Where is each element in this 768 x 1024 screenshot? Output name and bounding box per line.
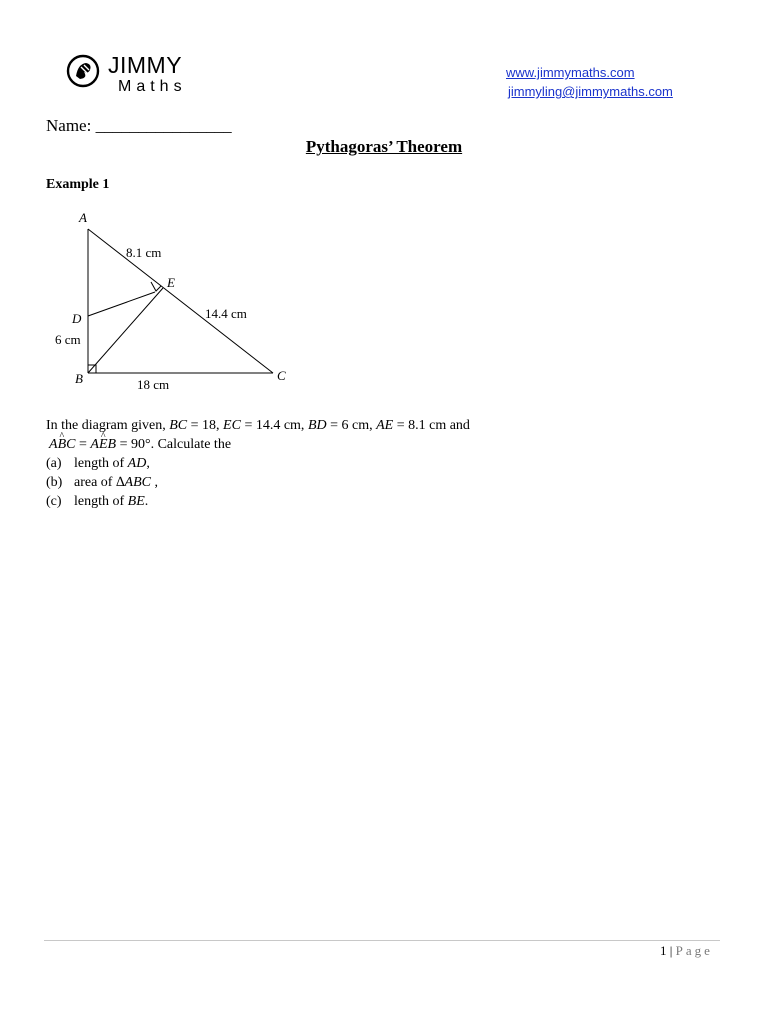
part-tag: (b) [46,475,63,490]
right-angle-marker-e [151,282,161,291]
worksheet-title: Pythagoras’ Theorem [305,137,463,156]
problem-statement [46,416,470,511]
angle-value: = 90° [116,437,151,452]
value-bc: = 18, [187,418,224,433]
part-text: length of [74,456,128,471]
point-label-a: A [79,210,87,225]
angle-aeb-b: B [107,437,117,452]
value-ae: = 8.1 cm and [393,418,470,433]
length-label-bd: 6 cm [55,332,81,347]
point-label-b: B [75,371,83,386]
length-label-ec: 14.4 cm [205,306,247,321]
jimmy-maths-logo [66,52,206,98]
angle-abc-vertex: ^ B [58,435,67,454]
part-end: , [146,456,150,471]
part-tag: (c) [46,494,62,509]
part-end: . [144,494,149,509]
length-label-bc: 18 cm [137,377,170,392]
example-heading: Example 1 [46,177,110,192]
page-separator: | [666,943,676,958]
part-var: BE [127,494,145,509]
angle-abc-a: A [49,437,58,452]
calculate-text: . Calculate the [150,437,232,452]
footer-divider [44,940,720,941]
page-word: Page [675,943,713,958]
contact-block [506,63,673,101]
logo-brand-text: JIMMY [108,52,183,78]
question-part-b [46,473,470,492]
logo-emblem-icon [66,54,100,88]
equals-sign: = [75,437,91,452]
logo-subtitle-text: Maths [118,78,187,95]
part-var: ABC [124,475,151,490]
side-ac [88,229,273,373]
problem-line-1 [46,416,470,435]
part-text: area of ∆ [74,475,125,490]
var-ec: EC [223,418,241,433]
problem-intro-text: In the diagram given, [46,418,166,433]
problem-line-2 [46,435,470,454]
length-label-ae: 8.1 cm [126,245,162,260]
question-part-a [46,454,470,473]
value-bd: = 6 cm, [326,418,377,433]
part-var: AD [127,456,147,471]
question-part-c [46,492,470,511]
point-label-c: C [277,368,286,383]
var-ae: AE [376,418,394,433]
value-ec: = 14.4 cm, [240,418,308,433]
angle-abc-c: C [66,437,76,452]
var-bc: BC [169,418,188,433]
email-link[interactable]: jimmyling@jimmymaths.com [508,84,673,99]
point-label-d: D [72,311,82,326]
page-number: 1 [660,943,667,958]
name-field-line: Name: ________________ [46,116,232,135]
triangle-diagram [0,200,320,400]
part-text: length of [74,494,128,509]
question-parts-list [46,454,470,511]
point-label-e: E [167,275,175,290]
angle-aeb-a: A [90,437,99,452]
page-number-footer [660,943,713,959]
var-bd: BD [307,418,327,433]
website-link[interactable]: www.jimmymaths.com [506,65,635,80]
part-tag: (a) [46,456,62,471]
segment-be [88,288,163,373]
segment-de [88,292,155,316]
angle-aeb-vertex: ^ E [99,435,108,454]
part-end: , [150,475,158,490]
